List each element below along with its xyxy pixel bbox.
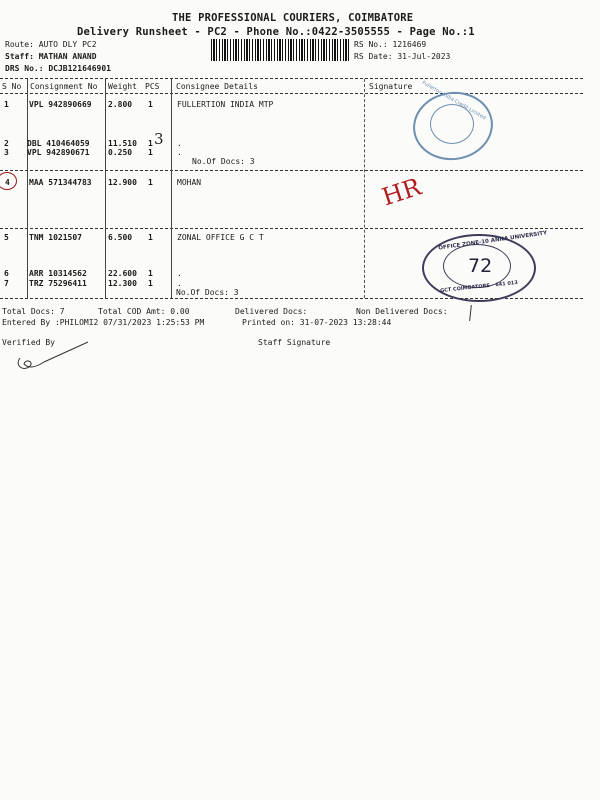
row-1-pcs: 1: [148, 100, 153, 109]
row-1-sno: 1: [4, 100, 9, 109]
row-6-pcs: 1: [148, 269, 153, 278]
total-cod: Total COD Amt: 0.00: [98, 307, 190, 316]
row-6-consignment: ARR 10314562: [29, 269, 87, 278]
route-label: Route: AUTO DLY PC2: [5, 40, 97, 49]
total-docs: Total Docs: 7: [2, 307, 65, 316]
row-2-sno: 2: [4, 139, 9, 148]
row-2-pcs: 1: [148, 139, 153, 148]
divider: [0, 228, 583, 229]
group-doc-count: No.Of Docs: 3: [176, 288, 239, 297]
verifier-signature: [10, 336, 90, 376]
divider: [0, 170, 583, 171]
col-header-consignment: Consignment No: [30, 82, 98, 91]
col-header-consignee: Consignee Details: [176, 82, 258, 91]
company-title: THE PROFESSIONAL COURIERS, COIMBATORE: [172, 12, 414, 24]
rs-number: RS No.: 1216469: [354, 40, 427, 49]
staff-signature-label: Staff Signature: [258, 338, 331, 347]
stamp-text: GCT COIMBATORE - 641 013: [439, 279, 519, 295]
row-3-sno: 3: [4, 148, 9, 157]
row-6-weight: 22.600: [108, 269, 137, 278]
row-6-sno: 6: [4, 269, 9, 278]
verified-by-label: Verified By: [2, 338, 55, 347]
row-4-consignment: MAA 571344783: [29, 178, 92, 187]
row-4-consignee: MOHAN: [177, 178, 202, 187]
row-5-sno: 5: [4, 233, 9, 242]
circled-row-mark: [0, 172, 17, 190]
row-2-weight: 11.510: [108, 139, 137, 148]
row-3-consignee: .: [177, 148, 182, 157]
printed-on: Printed on: 31-07-2023 13:28:44: [242, 318, 392, 327]
row-1-weight: 2.800: [108, 100, 133, 109]
row-4-sno: 4: [5, 178, 10, 187]
drs-number: DRS No.: DCJB121646901: [5, 64, 111, 73]
row-7-weight: 12.300: [108, 279, 137, 288]
row-4-weight: 12.900: [108, 178, 137, 187]
row-2-consignee: .: [177, 139, 182, 148]
handwritten-stroke: [469, 305, 473, 321]
row-7-pcs: 1: [148, 279, 153, 288]
row-5-pcs: 1: [148, 233, 153, 242]
column-separator: [171, 79, 172, 298]
handwritten-initials: HR: [378, 172, 425, 212]
row-7-consignee: .: [177, 279, 182, 288]
col-header-pcs: PCS: [145, 82, 160, 91]
stamp-text: OFFICE ZONE-10 ANNA UNIVERSITY: [438, 230, 548, 252]
divider: [0, 78, 583, 79]
row-1-consignment: VPL 942890669: [29, 100, 92, 109]
column-separator: [27, 79, 28, 298]
divider: [0, 93, 583, 94]
row-5-consignee: ZONAL OFFICE G C T: [177, 233, 264, 242]
row-4-pcs: 1: [148, 178, 153, 187]
stamp-handwritten-number: 72: [468, 255, 493, 277]
col-header-weight: Weight: [108, 82, 137, 91]
row-5-weight: 6.500: [108, 233, 133, 242]
stamp-text: Fullerton India Credit Limited: [420, 79, 487, 122]
row-3-consignment: VPL 942890671: [27, 148, 90, 157]
delivered-docs: Delivered Docs:: [235, 307, 308, 316]
barcode: [211, 39, 349, 61]
handwritten-mark: 3: [154, 130, 164, 148]
row-7-sno: 7: [4, 279, 9, 288]
row-3-pcs: 1: [148, 148, 153, 157]
row-6-consignee: .: [177, 269, 182, 278]
runsheet-subtitle: Delivery Runsheet - PC2 - Phone No.:0422-3505555 - Page No.:1: [77, 26, 475, 38]
row-3-weight: 0.250: [108, 148, 133, 157]
row-2-consignment: DBL 410464059: [27, 139, 90, 148]
staff-label: Staff: MATHAN ANAND: [5, 52, 97, 61]
column-separator: [105, 79, 106, 298]
entered-by: Entered By :PHILOMI2 07/31/2023 1:25:53 PM: [2, 318, 205, 327]
row-1-consignee: FULLERTION INDIA MTP: [177, 100, 274, 109]
row-5-consignment: TNM 1021507: [29, 233, 82, 242]
row-7-consignment: TRZ 75296411: [29, 279, 87, 288]
rs-date: RS Date: 31-Jul-2023: [354, 52, 451, 61]
group-doc-count: No.Of Docs: 3: [192, 157, 255, 166]
col-header-signature: Signature: [369, 82, 413, 91]
column-separator: [364, 79, 365, 298]
non-delivered-docs: Non Delivered Docs:: [356, 307, 448, 316]
col-header-sno: S No: [2, 82, 22, 91]
